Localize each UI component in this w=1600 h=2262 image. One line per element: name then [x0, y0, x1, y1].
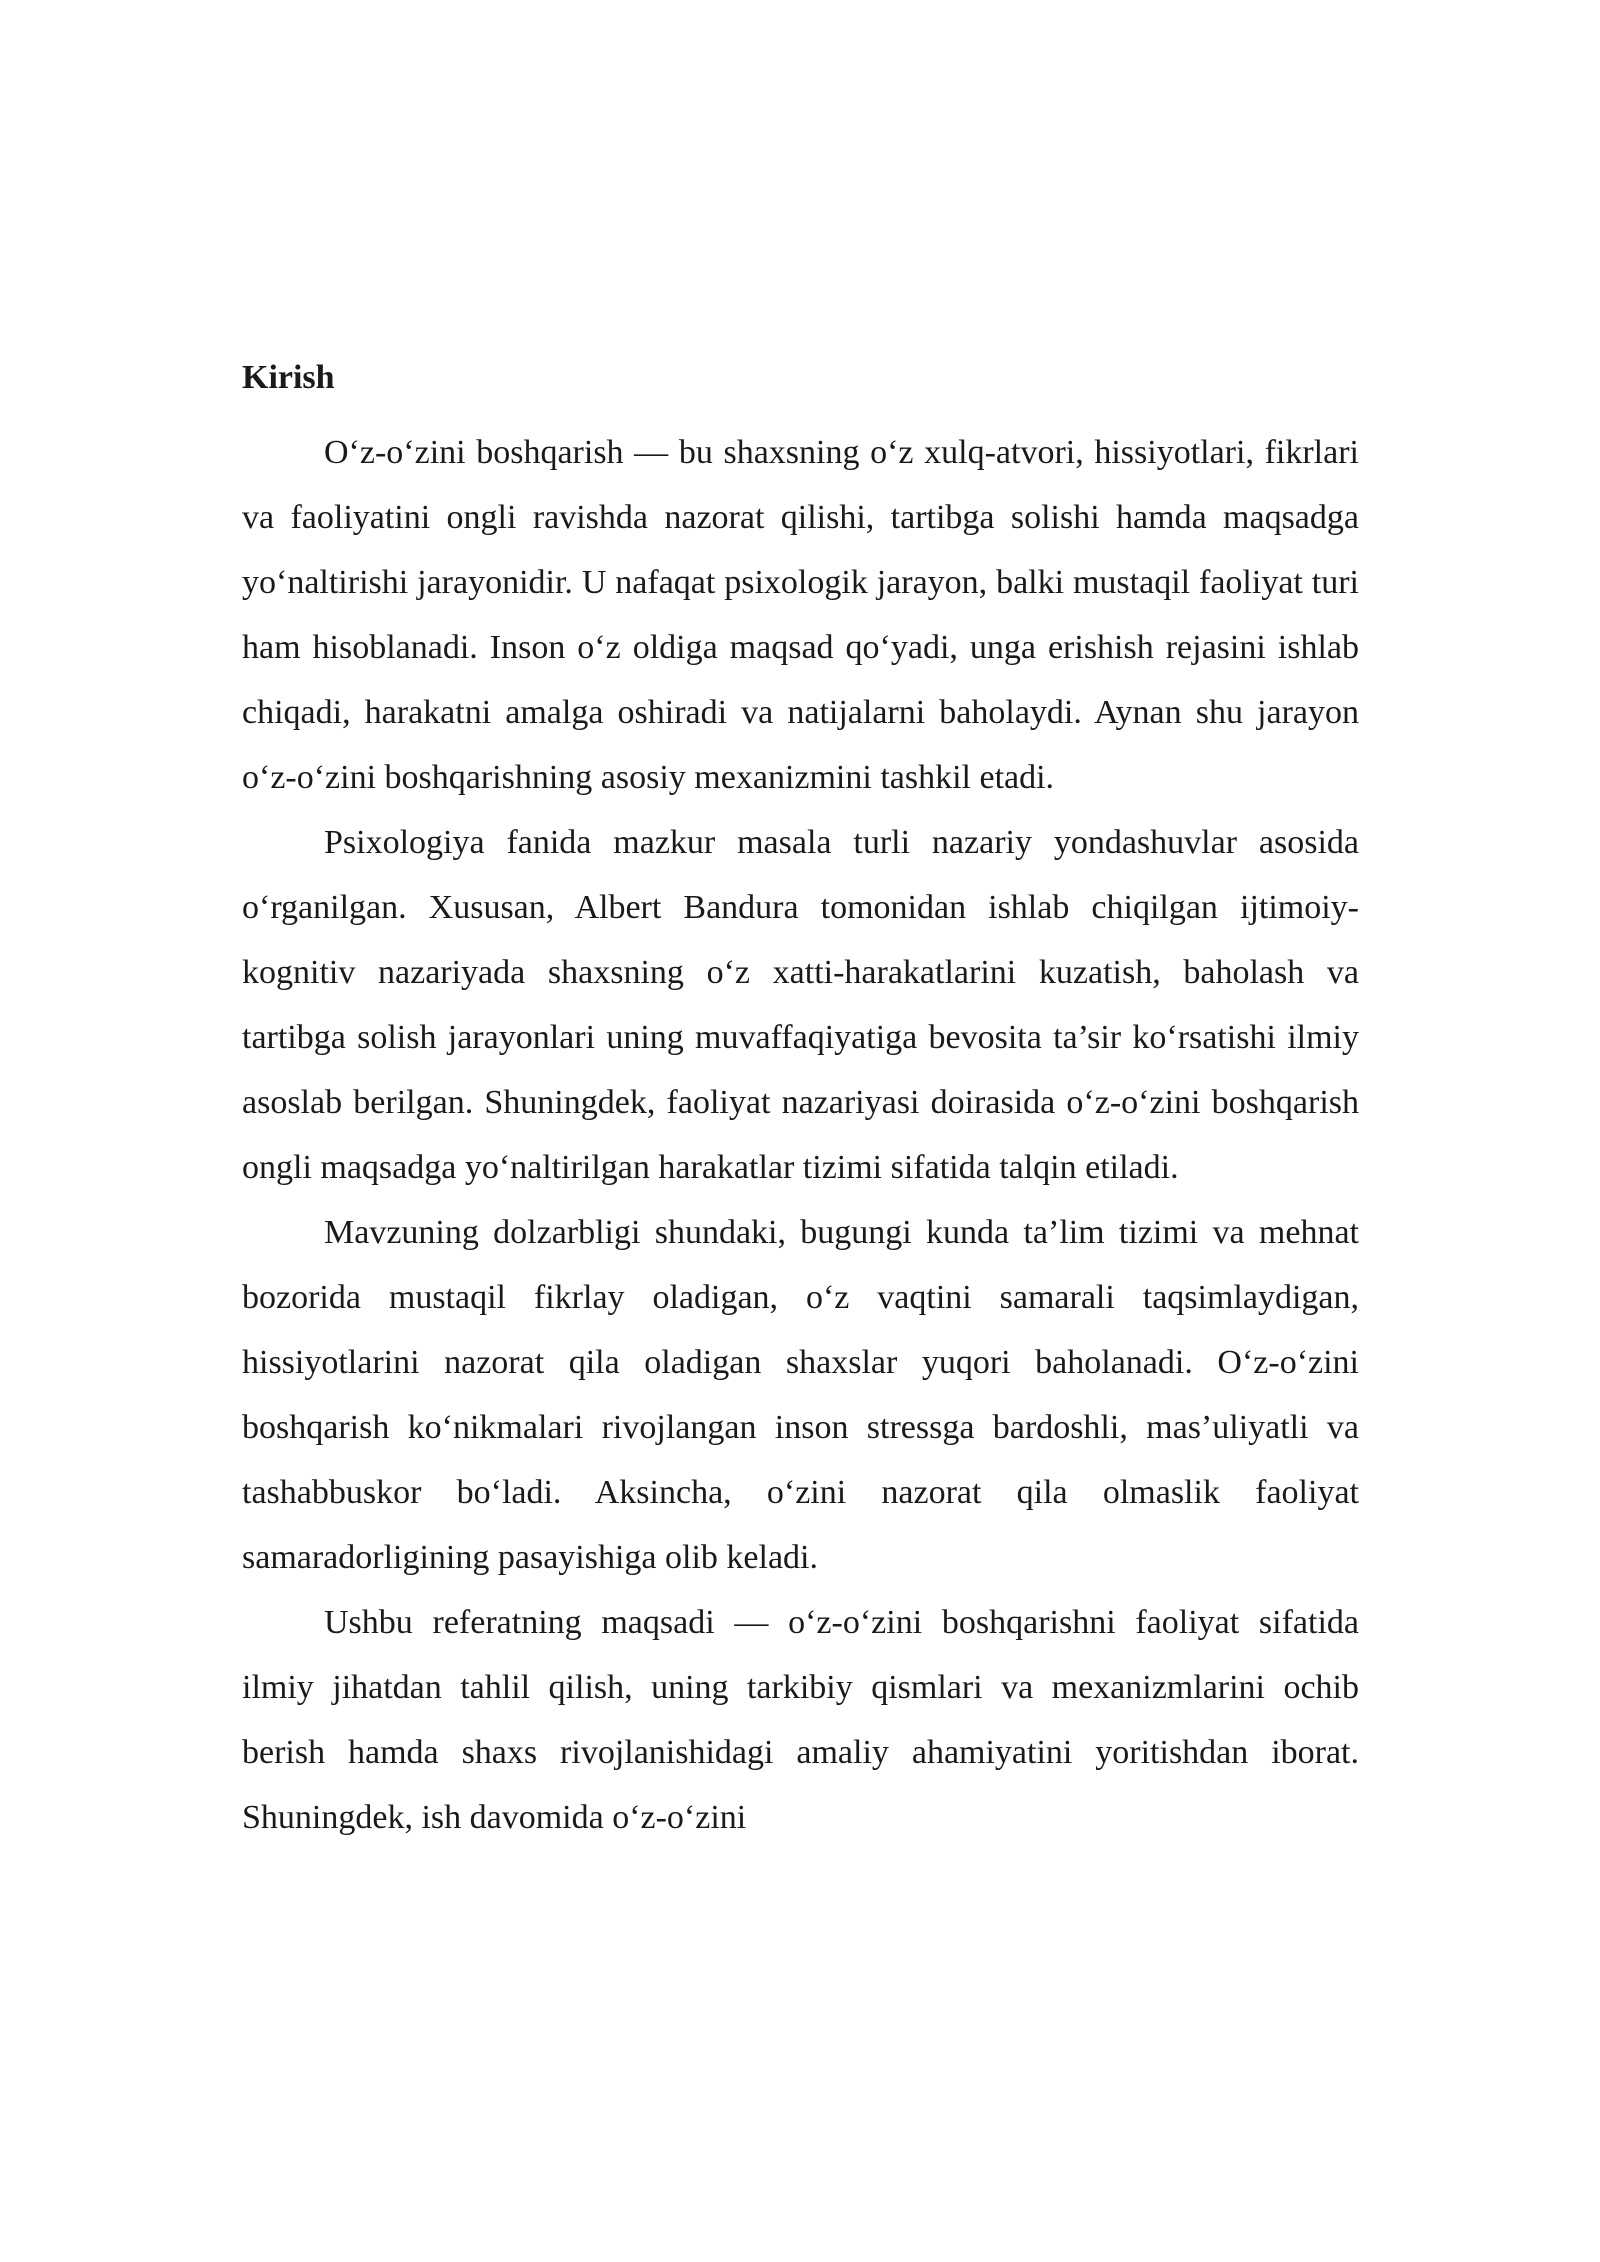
paragraph-1: O‘z-o‘zini boshqarish — bu shaxsning o‘z xulq-atvori, hissiyotlari, fikrlari va faoliyatini ongli ravishda nazorat qilishi, tartibga solishi hamda maqsadga yo‘naltirishi jarayonidir. U nafaqat psixologik jarayon, balki mustaqil faoliyat turi ham hisoblanadi. Inson o‘z oldiga maqsad qo‘yadi, unga erishish rejasini ishlab chiqadi, harakatni amalga oshiradi va natijalarni baholaydi. Aynan shu jarayon o‘z-o‘zini boshqarishning asosiy mexanizmini tashkil etadi. [242, 434, 1359, 796]
paragraph-4: Ushbu referatning maqsadi — o‘z-o‘zini boshqarishni faoliyat sifatida ilmiy jihatdan tahlil qilish, uning tarkibiy qismlari va mexanizmlarini ochib berish hamda shaxs rivojlanishidagi amaliy ahamiyatini yoritishdan iborat. Shuningdek, ish davomida o‘z-o‘zini [242, 1604, 1359, 1836]
paragraph-2: Psixologiya fanida mazkur masala turli nazariy yondashuvlar asosida o‘rganilgan. Xususan, Albert Bandura tomonidan ishlab chiqilgan ijtimoiy-kognitiv nazariyada shaxsning o‘z xatti-harakatlarini kuzatish, baholash va tartibga solish jarayonlari uning muvaffaqiyatiga bevosita ta’sir ko‘rsatishi ilmiy asoslab berilgan. Shuningdek, faoliyat nazariyasi doirasida o‘z-o‘zini boshqarish ongli maqsadga yo‘naltirilgan harakatlar tizimi sifatida talqin etiladi. [242, 824, 1359, 1186]
paragraph-3: Mavzuning dolzarbligi shundaki, bugungi kunda ta’lim tizimi va mehnat bozorida mustaqil fikrlay oladigan, o‘z vaqtini samarali taqsimlaydigan, hissiyotlarini nazorat qila oladigan shaxslar yuqori baholanadi. O‘z-o‘zini boshqarish ko‘nikmalari rivojlangan inson stressga bardoshli, mas’uliyatli va tashabbuskor bo‘ladi. Aksincha, o‘zini nazorat qila olmaslik faoliyat samaradorligining pasayishiga olib keladi. [242, 1214, 1359, 1576]
section-heading: Kirish [242, 359, 335, 396]
document-body [242, 355, 1359, 1850]
